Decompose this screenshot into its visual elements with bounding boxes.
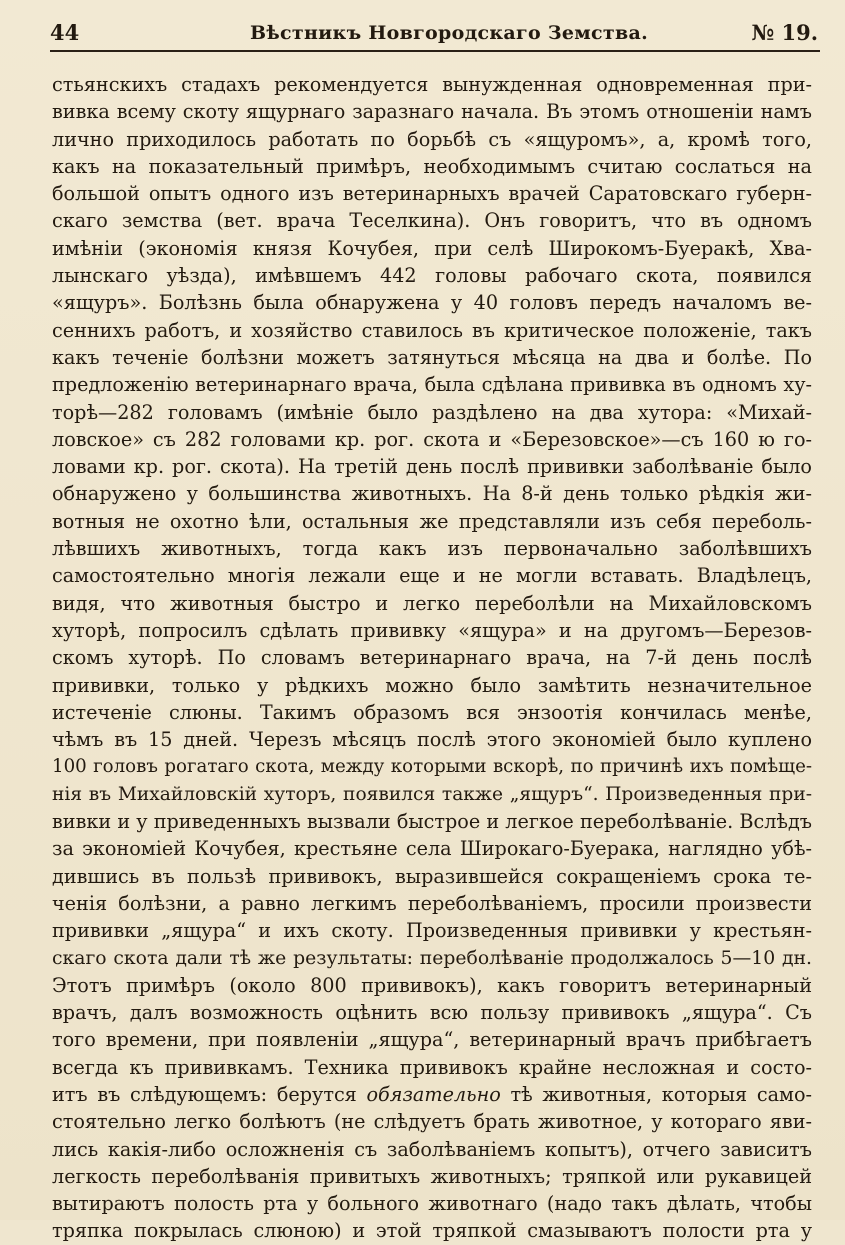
emphasized-word: обязательно — [366, 1082, 501, 1106]
text-line: хуторѣ, попросилъ сдѣлать прививку «ящура» и на другомъ—Березов- — [52, 618, 812, 642]
journal-title: Вѣстникъ Новгородскаго Земства. — [250, 22, 649, 44]
text-line: вивка всему скоту ящурнаго заразнаго начала. Въ этомъ отношеніи намъ — [52, 100, 812, 124]
text-line: обнаружено у большинства животныхъ. На 8-й день только рѣдкія жи- — [52, 482, 812, 506]
header-rule — [50, 50, 820, 52]
text-line: всегда къ прививкамъ. Техника прививокъ крайне несложная и состо- — [52, 1055, 812, 1079]
text-line: стьянскихъ стадахъ рекомендуется вынужденная одновременная при- — [52, 73, 812, 96]
text-line: тряпка покрылась слюною) и этой тряпкой смазываютъ полости рта у — [52, 1219, 812, 1243]
text-line: лично приходилось работать по борьбѣ съ «ящуромъ», а, кромѣ того, — [52, 127, 812, 151]
text-line: лынскаго уѣзда), имѣвшемъ 442 головы рабочаго скота, появился — [52, 264, 812, 288]
text-line: имѣніи (экономія князя Кочубея, при селѣ Широкомъ-Буеракѣ, Хва- — [52, 236, 812, 260]
text-line: большой опытъ одного изъ ветеринарныхъ врачей Саратовскаго губерн- — [52, 182, 812, 206]
text-line: ловское» съ 282 головами кр. рог. скота и «Березовское»—съ 160 ю го- — [52, 427, 812, 451]
body-text — [52, 71, 812, 1245]
text-line: чѣмъ въ 15 дней. Черезъ мѣсяцъ послѣ этого экономіей было куплено — [52, 728, 812, 752]
text-line: скаго скота дали тѣ же результаты: переболѣваніе продолжалось 5—10 дн. — [52, 947, 812, 969]
text-line: какъ на показательный примѣръ, необходимымъ считаю сослаться на — [52, 154, 812, 178]
text-line: врачъ, далъ возможность оцѣнить всю пользу прививокъ „ящура“. Съ — [52, 1001, 812, 1025]
text-line: 100 головъ рогатаго скота, между которыми вскорѣ, по причинѣ ихъ помѣще- — [52, 756, 812, 778]
text-line: за экономіей Кочубея, крестьяне села Широкаго-Буерака, наглядно убѣ- — [52, 837, 812, 861]
text-line: ченія болѣзни, а равно легкимъ переболѣваніемъ, просили произвести — [52, 891, 812, 915]
text-line: ловами кр. рог. скота). На третій день послѣ прививки заболѣваніе было — [52, 455, 812, 479]
text-line: скомъ хуторѣ. По словамъ ветеринарнаго врача, на 7-й день послѣ — [52, 646, 812, 670]
text-line: вытираютъ полость рта у больного животнаго (надо такъ дѣлать, чтобы — [52, 1192, 812, 1216]
text-line: вотныя не охотно ѣли, остальныя же представляли изъ себя переболь- — [52, 509, 812, 533]
text-line: дившись въ пользѣ прививокъ, выразившейся сокращеніемъ срока те- — [52, 864, 812, 888]
text-line: прививки „ящура“ и ихъ скоту. Произведенныя прививки у крестьян- — [52, 919, 812, 943]
page-number: 44 — [50, 20, 80, 45]
text-line: стоятельно легко болѣютъ (не слѣдуетъ брать животное, у котораго яви- — [52, 1110, 812, 1134]
text-line: самостоятельно многія лежали еще и не могли вставать. Владѣлецъ, — [52, 564, 812, 588]
text-line: лѣвшихъ животныхъ, тогда какъ изъ первоначально заболѣвшихъ — [52, 537, 812, 561]
issue-number: № 19. — [751, 20, 818, 45]
text-line: истеченіе слюны. Такимъ образомъ вся энзоотія кончилась менѣе, — [52, 700, 812, 724]
text-line: лись какія-либо осложненія съ заболѣваніемъ копытъ), отчего зависитъ — [52, 1137, 812, 1161]
text-line: того времени, при появленіи „ящура“, ветеринарный врачъ прибѣгаетъ — [52, 1028, 812, 1052]
text-line: какъ теченіе болѣзни можетъ затянуться мѣсяца на два и болѣе. По — [52, 345, 812, 369]
text-line: вивки и у приведенныхъ вызвали быстрое и легкое переболѣваніе. Вслѣдъ — [52, 810, 812, 834]
text-line: легкость переболѣванія привитыхъ животныхъ; тряпкой или рукавицей — [52, 1164, 812, 1188]
text-line: Этотъ примѣръ (около 800 прививокъ), какъ говоритъ ветеринарный — [52, 973, 812, 997]
text-line: предложенію ветеринарнаго врача, была сдѣлана прививка въ одномъ ху- — [52, 373, 812, 397]
text-line: «ящуръ». Болѣзнь была обнаружена у 40 головъ передъ началомъ ве- — [52, 291, 812, 315]
text-line: скаго земства (вет. врача Теселкина). Онъ говоритъ, что въ одномъ — [52, 209, 812, 233]
text-line: торѣ—282 головамъ (имѣніе было раздѣлено на два хутора: «Михай- — [52, 400, 812, 424]
running-header — [50, 14, 818, 54]
text-line: прививки, только у рѣдкихъ можно было замѣтить незначительное — [52, 673, 812, 697]
text-line: итъ въ слѣдующемъ: берутся обязательно тѣ животныя, которыя само- — [52, 1082, 812, 1106]
text-line: нія въ Михайловскій хуторъ, появился также „ящуръ“. Произведенныя при- — [52, 783, 812, 805]
text-line: сеннихъ работъ, и хозяйство ставилось въ критическое положеніе, такъ — [52, 318, 812, 342]
text-line: видя, что животныя быстро и легко переболѣли на Михайловскомъ — [52, 591, 812, 615]
